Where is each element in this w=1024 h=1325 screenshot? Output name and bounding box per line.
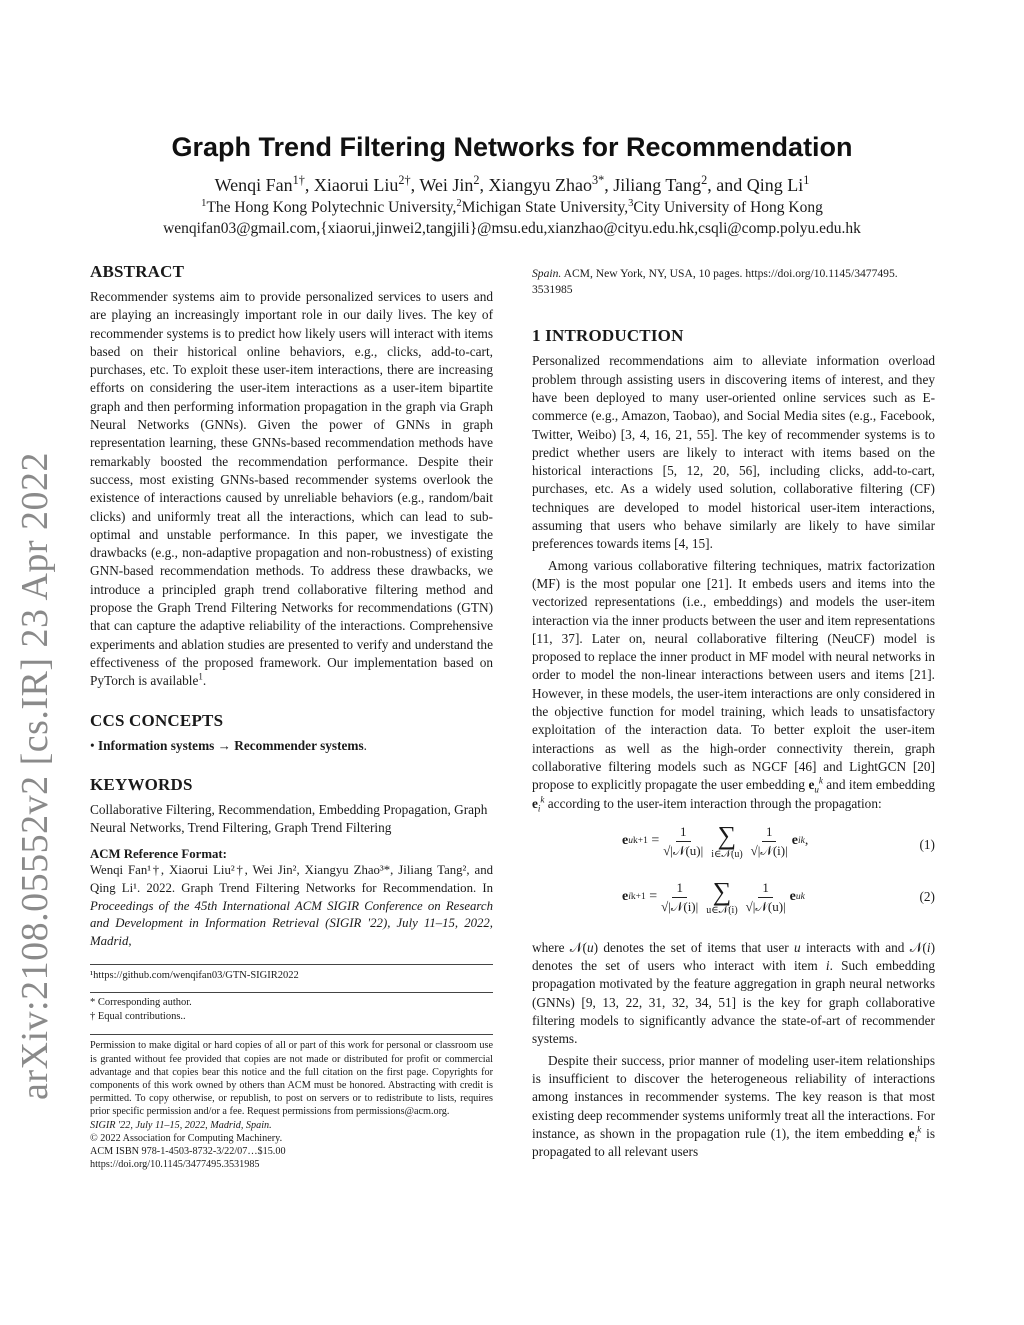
paper-header: [0, 132, 1024, 238]
arxiv-stamp: arXiv:2108.05552v2 [cs.IR] 23 Apr 2022: [14, 451, 56, 1100]
footnote-corresponding: * Corresponding author.: [90, 997, 192, 1009]
permission-rule: [90, 1034, 493, 1035]
footnote-rule: [90, 992, 493, 993]
equation-block: [532, 820, 935, 939]
doi-line: https://doi.org/10.1145/3477495.3531985: [90, 1159, 260, 1171]
equation: e i k+1 = $\frac{1}{\text{√|𝒩(i)|}}$ ∑ u∈𝒩(i) $\frac{1}{\text{√|𝒩(u)|}}$ e u k: [622, 876, 805, 916]
permission-text: Permission to make digital or hard copies of all or part of this work for personal or classroom use is granted without fee provided that copies are not made or distributed for profit or commercial advantage and that copies bear this notice and the full citation on the first page. Copyrights for components of this work owned by others than ACM must be honored. Abstracting with credit is permitted. To copy otherwise, or republish, to post on servers or to redistribute to lists, requires prior specific permission and/or a fee. Request permissions from permissions@acm.org.: [90, 1040, 493, 1118]
isbn-line: ACM ISBN 978-1-4503-8732-3/22/07…$15.00: [90, 1146, 286, 1158]
left-column: [90, 262, 493, 1171]
paper-title: Graph Trend Filtering Networks for Recommendation: [171, 132, 853, 162]
footnote-equal: † Equal contributions..: [90, 1011, 186, 1023]
intro-paragraph: Personalized recommendations aim to alleviate information overload problem through assisting users in discovering items of interest, and they have been deployed to many user-oriented online services such as E-commerce (e.g., Amazon, Taobao), and Social Media sites (e.g., Facebook, Twitter, Weibo) [3, 4, 16, 21, 55]. The key of recommender systems is to predict whether users are likely to interact with items based on the historical interactions [5, 12, 20, 56], including clicks, add-to-cart, purchases, etc. As a widely used solution, collaborative filtering (CF) techniques are developed to model historical user-item interactions, assuming that users who behave similarly are likely to have similar preferences towards items [4, 15].: [532, 353, 935, 552]
author: Xiaorui Liu: [313, 175, 399, 195]
intro-paragraph: Despite their success, prior manner of modeling user-item relationships is insufficient to discover the heterogeneous reliability of interactions among instances in recommender systems. The key reason is that most existing deep recommender systems uniformly treat all the interactions. For instance, as shown in the propagation rule (1), the item embedding $e_i^k$ is propagated to all relevant users: [532, 1052, 935, 1160]
affiliations: $^1$The Hong Kong Polytechnic University,$^2$Michigan State University,$^3$City University of Hong Kong: [201, 197, 823, 216]
footnote-rule: [90, 964, 493, 965]
permission-venue: SIGIR '22, July 11–15, 2022, Madrid, Spain.: [90, 1119, 272, 1131]
footnote-url: ¹https://github.com/wenqifan03/GTN-SIGIR2022: [90, 970, 299, 982]
acm-ref-continuation: Spain. ACM, New York, NY, USA, 10 pages. https://doi.org/10.1145/3477495. 3531985: [532, 267, 898, 297]
author-list: Wenqi Fan$^{1\dagger}$, Xiaorui Liu$^{2\dagger}$, Wei Jin$^2$, Xiangyu Zhao$^{3*}$, Jiliang Tang$^2$, and Qing Li$^1$: [214, 173, 810, 195]
author: Wei Jin: [419, 175, 474, 195]
author: Jiliang Tang: [613, 175, 702, 195]
author: Xiangyu Zhao: [488, 175, 592, 195]
intro-paragraph: where 𝒩(u) denotes the set of items that user u interacts with and 𝒩(i) denotes the set of users who interact with item i. Such embedding propagation motivated by the feature aggregation in graph neural networks (GNNs) [9, 13, 22, 31, 32, 34, 51] is the key for graph collaborative filtering models to significantly advance the state-of-art of recommender systems.: [532, 939, 936, 1047]
acm-ref-text: Wenqi Fan¹†, Xiaorui Liu²†, Wei Jin², Xiangyu Zhao³*, Jiliang Tang², and Qing Li¹. 2022. Graph Trend Filtering Networks for Recommendation. In Proceedings of the 45th International ACM SIGIR Conference on Research and Development in Information Retrieval (SIGIR '22), July 11–15, 2022, Madrid,: [90, 863, 493, 948]
ccs-concept: • Information systems → Recommender systems.: [90, 737, 367, 753]
intro-heading: 1 INTRODUCTION: [532, 326, 684, 346]
author: Wenqi Fan: [214, 175, 293, 195]
intro-paragraph: Among various collaborative filtering techniques, matrix factorization (MF) is the most popular one [21]. It embeds users and items into the vectorized representations (i.e., embeddings) and models the user-item interaction via the inner products between the user and item representations [11, 37]. Later on, neural collaborative filtering (NeuCF) model is proposed to replace the inner product in MF model with neural networks in order to model the non-linear interactions between users and items [21]. However, in these models, the user-item interactions are only considered in the objective function for model training, which leads to unsatisfactory exploitation of the interaction data. To better exploit the user-item interactions as well as the high-order connectivity therein, graph collaborative filtering models such as NGCF [46] and LightGCN [20] propose to explicitly propagate the user embedding $e_u^k$ and item embedding $e_i^k$ according to the user-item interaction through the propagation:: [532, 557, 936, 814]
keywords-text: Collaborative Filtering, Recommendation, Embedding Propagation, Graph Neural Networks, Trend Filtering, Graph Trend Filtering: [90, 801, 488, 836]
abstract-heading: ABSTRACT: [90, 262, 185, 281]
abstract-text: Recommender systems aim to provide personalized services to users and are playing an increasingly important role in our daily lives. The key of recommender systems is to predict how likely users will interact with items based on their historical online behaviors, e.g., clicks, add-to-cart, purchases, etc. To exploit these user-item interactions, there are increasing efforts on considering the user-item interactions as a user-item bipartite graph and then performing information propagation in the graph via Graph Neural Networks (GNNs). Given the power of GNNs in graph representation learning, these GNNs-based recommendation methods have remarkably boosted the recommendation performance. Despite their success, most existing GNNs-based recommender systems overlook the existence of interactions caused by unreliable behaviors (e.g., random/bait clicks) and uniformly treat all the interactions, which can lead to sub-optimal and unstable performance. In this paper, we investigate the drawbacks (e.g., non-adaptive propagation and non-robustness) of existing GNN-based recommendation methods. To address these drawbacks, we introduce a principled graph trend collaborative filtering method and propose the Graph Trend Filtering Networks for recommendations (GTN) that can capture the adaptive reliability of the interactions. Comprehensive experiments and ablation studies are presented to verify and understand the effectiveness of the proposed framework. Our implementation based on PyTorch is available$^1$.: [90, 289, 493, 689]
author-emails: wenqifan03@gmail.com,{xiaorui,jinwei2,tangjili}@msu.edu,xianzhao@cityu.edu.hk,csqli@comp.polyu.edu.hk: [163, 220, 861, 237]
keywords-heading: KEYWORDS: [90, 774, 193, 794]
equation-number: (2): [919, 888, 935, 904]
ccs-heading: CCS CONCEPTS: [90, 710, 224, 730]
equation: e u k+1 = $\frac{1}{\text{√|𝒩(u)|}}$ ∑ i∈𝒩(u) $\frac{1}{\text{√|𝒩(i)|}}$ e i k ,: [622, 820, 809, 860]
right-column: [532, 266, 935, 1161]
author: Qing Li: [746, 175, 804, 195]
equation-number: (1): [919, 836, 935, 852]
copyright-line: © 2022 Association for Computing Machinery.: [90, 1132, 283, 1144]
acm-ref-heading: ACM Reference Format:: [90, 847, 227, 862]
